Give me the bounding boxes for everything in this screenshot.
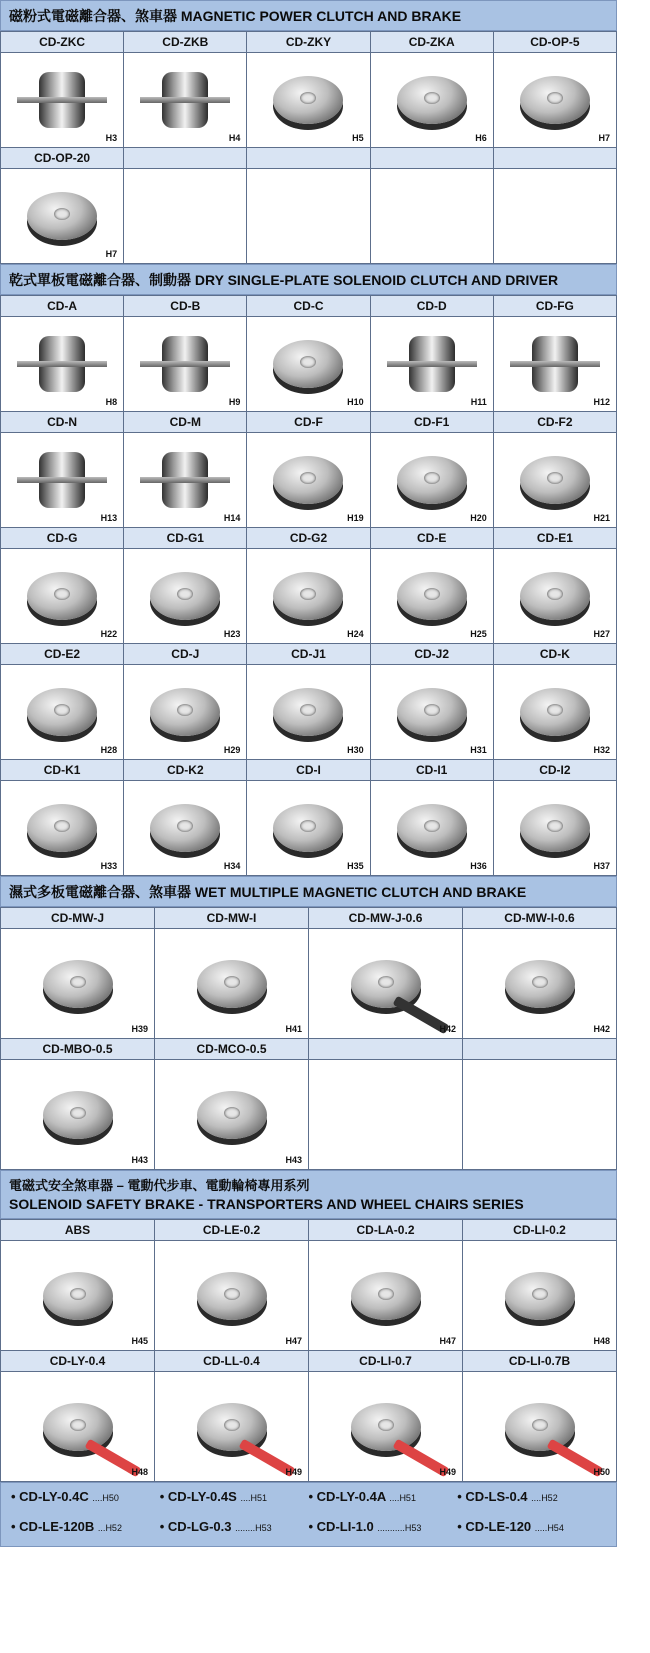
product-cell[interactable] bbox=[124, 412, 247, 528]
product-cell[interactable] bbox=[494, 644, 617, 760]
bullet-icon: • bbox=[159, 1518, 168, 1534]
empty-cell bbox=[371, 148, 494, 264]
model-name: CD-LG-0.3 bbox=[167, 1518, 232, 1534]
product-name: CD-J1 bbox=[247, 644, 369, 665]
model-name: CD-LY-0.4C bbox=[19, 1489, 89, 1504]
product-cell[interactable] bbox=[494, 760, 617, 876]
page-ref: H22 bbox=[100, 629, 118, 639]
product-photo bbox=[505, 1403, 575, 1451]
page-ref: H28 bbox=[100, 745, 118, 755]
model-name: CD-LE-120 bbox=[465, 1518, 532, 1534]
page-ref: H14 bbox=[223, 513, 241, 523]
product-photo bbox=[520, 572, 590, 620]
product-name: CD-ZKY bbox=[247, 32, 369, 53]
model-name: CD-LE-120B bbox=[19, 1518, 95, 1534]
model-list-item bbox=[309, 1519, 458, 1541]
page-ref: H5 bbox=[352, 133, 364, 143]
product-name: CD-G bbox=[1, 528, 123, 549]
page-ref: H34 bbox=[223, 861, 241, 871]
product-name: CD-E1 bbox=[494, 528, 616, 549]
product-cell[interactable] bbox=[247, 32, 370, 148]
product-photo bbox=[150, 688, 220, 736]
section-header-safety-brake bbox=[0, 1170, 617, 1219]
product-name: CD-LI-0.2 bbox=[463, 1220, 616, 1241]
product-photo bbox=[43, 1091, 113, 1139]
product-name: CD-OP-5 bbox=[494, 32, 616, 53]
product-name: CD-F1 bbox=[371, 412, 493, 433]
product-name: CD-MW-J bbox=[1, 908, 154, 929]
product-cell[interactable] bbox=[124, 32, 247, 148]
page-ref: H50 bbox=[102, 1493, 119, 1503]
section-header-line-chinese: 電磁式安全煞車器 – 電動代步車、電動輪椅專用系列 bbox=[9, 1178, 310, 1193]
product-name: CD-F2 bbox=[494, 412, 616, 433]
page-ref: H35 bbox=[347, 861, 364, 871]
product-cell[interactable] bbox=[247, 528, 370, 644]
page-ref: H51 bbox=[250, 1493, 267, 1503]
product-name: CD-MCO-0.5 bbox=[155, 1039, 308, 1060]
product-name: CD-K2 bbox=[124, 760, 246, 781]
product-cell[interactable] bbox=[309, 908, 463, 1039]
product-photo bbox=[351, 960, 421, 1008]
product-cell[interactable] bbox=[371, 760, 494, 876]
product-name: CD-E2 bbox=[1, 644, 123, 665]
product-photo bbox=[273, 804, 343, 852]
page-ref: H20 bbox=[470, 513, 487, 523]
product-cell[interactable] bbox=[155, 1220, 309, 1351]
empty-cell bbox=[309, 1039, 463, 1170]
product-photo bbox=[197, 1272, 267, 1320]
product-name: CD-LY-0.4 bbox=[1, 1351, 154, 1372]
product-cell[interactable] bbox=[371, 528, 494, 644]
product-photo bbox=[43, 1272, 113, 1320]
product-photo bbox=[520, 804, 590, 852]
page-ref: H42 bbox=[439, 1024, 456, 1034]
product-cell[interactable] bbox=[1, 32, 124, 148]
leader-dots: .... bbox=[240, 1493, 251, 1503]
product-cell[interactable] bbox=[155, 908, 309, 1039]
product-cell[interactable] bbox=[124, 760, 247, 876]
page-ref: H25 bbox=[470, 629, 487, 639]
product-cell[interactable] bbox=[371, 32, 494, 148]
product-photo bbox=[520, 456, 590, 504]
model-list-item bbox=[160, 1489, 309, 1511]
product-name: CD-I bbox=[247, 760, 369, 781]
model-list-item bbox=[457, 1519, 606, 1541]
page-ref: H48 bbox=[131, 1467, 148, 1477]
page-ref: H7 bbox=[598, 133, 610, 143]
page-ref: H33 bbox=[100, 861, 118, 871]
product-photo bbox=[162, 72, 208, 128]
product-photo bbox=[150, 572, 220, 620]
product-photo bbox=[162, 452, 208, 508]
product-grid-dry-single-plate bbox=[0, 295, 617, 876]
bullet-icon: • bbox=[11, 1518, 20, 1534]
model-name: CD-LY-0.4S bbox=[167, 1489, 237, 1504]
page-ref: H27 bbox=[593, 629, 610, 639]
page-ref: H31 bbox=[470, 745, 487, 755]
leader-dots: ........... bbox=[377, 1522, 405, 1533]
leader-dots: ..... bbox=[534, 1522, 548, 1533]
product-cell[interactable] bbox=[1, 1039, 155, 1170]
model-name: CD-LS-0.4 bbox=[465, 1489, 528, 1504]
product-grid-magnetic-power bbox=[0, 31, 617, 264]
product-name: CD-MW-J-0.6 bbox=[309, 908, 462, 929]
page-ref: H21 bbox=[593, 513, 610, 523]
product-photo bbox=[273, 340, 343, 388]
page-ref: H36 bbox=[470, 861, 487, 871]
product-name: CD-ZKB bbox=[124, 32, 246, 53]
section-header-line-english: SOLENOID SAFETY BRAKE - TRANSPORTERS AND WHEEL CHAIRS SERIES bbox=[9, 1196, 524, 1212]
page-ref: H19 bbox=[347, 513, 364, 523]
product-cell[interactable] bbox=[124, 296, 247, 412]
page-ref: H10 bbox=[347, 397, 364, 407]
page-ref: H23 bbox=[223, 629, 241, 639]
page-ref: H47 bbox=[285, 1336, 302, 1346]
product-photo bbox=[39, 336, 85, 392]
empty-cell bbox=[124, 148, 247, 264]
product-name: ABS bbox=[1, 1220, 154, 1241]
page-ref: H7 bbox=[105, 249, 118, 259]
product-name: CD-LL-0.4 bbox=[155, 1351, 308, 1372]
product-photo bbox=[273, 76, 343, 124]
product-cell[interactable] bbox=[463, 1220, 617, 1351]
product-cell[interactable] bbox=[1, 412, 124, 528]
product-name: CD-J2 bbox=[371, 644, 493, 665]
product-grid-wet-multiple bbox=[0, 907, 617, 1170]
product-name: CD-G2 bbox=[247, 528, 369, 549]
product-name: CD-K bbox=[494, 644, 616, 665]
product-name: CD-MW-I bbox=[155, 908, 308, 929]
leader-dots: ... bbox=[97, 1522, 106, 1533]
page-ref: H53 bbox=[404, 1522, 422, 1533]
product-cell[interactable] bbox=[494, 296, 617, 412]
page-ref: H13 bbox=[100, 513, 118, 523]
product-cell[interactable] bbox=[309, 1220, 463, 1351]
product-cell[interactable] bbox=[309, 1351, 463, 1482]
product-photo bbox=[520, 76, 590, 124]
page-ref: H51 bbox=[399, 1493, 416, 1503]
model-list-item bbox=[309, 1489, 458, 1511]
leader-dots: .... bbox=[531, 1493, 542, 1503]
section-header-dry-single-plate: 乾式單板電磁離合器、制動器 DRY SINGLE-PLATE SOLENOID CLUTCH AND DRIVER bbox=[0, 264, 617, 295]
product-name: CD-N bbox=[1, 412, 123, 433]
product-cell[interactable] bbox=[1, 148, 124, 264]
empty-cell bbox=[247, 148, 370, 264]
product-name: CD-K1 bbox=[1, 760, 123, 781]
page-ref: H52 bbox=[105, 1522, 122, 1533]
product-photo bbox=[197, 960, 267, 1008]
model-list-item bbox=[11, 1489, 160, 1511]
product-photo bbox=[27, 572, 97, 620]
product-name: CD-ZKC bbox=[1, 32, 123, 53]
product-name: CD-MBO-0.5 bbox=[1, 1039, 154, 1060]
page-ref: H24 bbox=[347, 629, 364, 639]
product-name: CD-A bbox=[1, 296, 123, 317]
page-ref: H49 bbox=[439, 1467, 456, 1477]
product-photo bbox=[397, 76, 467, 124]
section-header-magnetic-power: 磁粉式電磁離合器、煞車器 MAGNETIC POWER CLUTCH AND BRAKE bbox=[0, 0, 617, 31]
product-name: CD-OP-20 bbox=[1, 148, 123, 169]
product-cell[interactable] bbox=[1, 1220, 155, 1351]
bullet-icon: • bbox=[11, 1489, 20, 1504]
product-cell[interactable] bbox=[1, 644, 124, 760]
product-name: CD-M bbox=[124, 412, 246, 433]
bullet-icon: • bbox=[159, 1489, 168, 1504]
bullet-icon: • bbox=[308, 1518, 317, 1534]
bullet-icon: • bbox=[308, 1489, 317, 1504]
product-photo bbox=[397, 572, 467, 620]
product-name: CD-LA-0.2 bbox=[309, 1220, 462, 1241]
product-cell[interactable] bbox=[155, 1351, 309, 1482]
page-ref: H43 bbox=[285, 1155, 302, 1165]
product-cell[interactable] bbox=[1, 296, 124, 412]
product-photo bbox=[43, 960, 113, 1008]
product-photo bbox=[197, 1403, 267, 1451]
product-cell[interactable] bbox=[494, 528, 617, 644]
product-name: CD-ZKA bbox=[371, 32, 493, 53]
leader-dots: .... bbox=[92, 1493, 103, 1503]
product-photo bbox=[397, 804, 467, 852]
product-photo bbox=[532, 336, 578, 392]
product-photo bbox=[39, 452, 85, 508]
page-ref: H43 bbox=[131, 1155, 148, 1165]
product-photo bbox=[409, 336, 455, 392]
product-name: CD-E bbox=[371, 528, 493, 549]
product-photo bbox=[27, 688, 97, 736]
product-photo bbox=[27, 804, 97, 852]
product-name: CD-F bbox=[247, 412, 369, 433]
empty-cell bbox=[463, 1039, 617, 1170]
product-cell[interactable] bbox=[1, 908, 155, 1039]
product-photo bbox=[273, 572, 343, 620]
product-name: CD-LI-0.7 bbox=[309, 1351, 462, 1372]
product-photo bbox=[505, 960, 575, 1008]
bullet-icon: • bbox=[457, 1489, 466, 1504]
page-ref: H11 bbox=[470, 397, 487, 407]
product-photo bbox=[351, 1272, 421, 1320]
section-header-wet-multiple: 濕式多板電磁離合器、煞車器 WET MULTIPLE MAGNETIC CLUTCH AND BRAKE bbox=[0, 876, 617, 907]
page-ref: H32 bbox=[593, 745, 610, 755]
product-name: CD-LI-0.7B bbox=[463, 1351, 616, 1372]
page-ref: H37 bbox=[593, 861, 610, 871]
product-cell[interactable] bbox=[1, 1351, 155, 1482]
product-photo bbox=[273, 456, 343, 504]
empty-cell bbox=[494, 148, 617, 264]
product-name: CD-C bbox=[247, 296, 369, 317]
product-name: CD-G1 bbox=[124, 528, 246, 549]
product-cell[interactable] bbox=[124, 644, 247, 760]
product-photo bbox=[39, 72, 85, 128]
product-cell[interactable] bbox=[371, 296, 494, 412]
product-cell[interactable] bbox=[371, 412, 494, 528]
product-cell[interactable] bbox=[247, 644, 370, 760]
product-photo bbox=[273, 688, 343, 736]
product-cell[interactable] bbox=[494, 412, 617, 528]
model-list-item bbox=[160, 1519, 309, 1541]
product-name: CD-B bbox=[124, 296, 246, 317]
product-photo bbox=[397, 456, 467, 504]
product-photo bbox=[162, 336, 208, 392]
page-ref: H9 bbox=[228, 397, 241, 407]
page-ref: H42 bbox=[593, 1024, 610, 1034]
leader-dots: ........ bbox=[235, 1522, 256, 1533]
bullet-icon: • bbox=[457, 1518, 466, 1534]
model-name: CD-LY-0.4A bbox=[316, 1489, 386, 1504]
product-name: CD-J bbox=[124, 644, 246, 665]
product-cell[interactable] bbox=[1, 760, 124, 876]
product-cell[interactable] bbox=[247, 760, 370, 876]
model-list-item bbox=[11, 1519, 160, 1541]
page-ref: H53 bbox=[255, 1522, 272, 1533]
page-ref: H49 bbox=[285, 1467, 302, 1477]
page-ref: H45 bbox=[131, 1336, 148, 1346]
product-photo bbox=[397, 688, 467, 736]
page-ref: H50 bbox=[593, 1467, 610, 1477]
product-cell[interactable] bbox=[463, 908, 617, 1039]
product-cell[interactable] bbox=[1, 528, 124, 644]
product-photo bbox=[520, 688, 590, 736]
product-cell[interactable] bbox=[463, 1351, 617, 1482]
product-photo bbox=[351, 1403, 421, 1451]
product-cell[interactable] bbox=[155, 1039, 309, 1170]
page-ref: H54 bbox=[547, 1522, 564, 1533]
page-ref: H29 bbox=[223, 745, 241, 755]
product-name: CD-D bbox=[371, 296, 493, 317]
page-ref: H8 bbox=[105, 397, 118, 407]
product-cell[interactable] bbox=[247, 296, 370, 412]
model-name: CD-LI-1.0 bbox=[316, 1518, 374, 1534]
product-name: CD-I1 bbox=[371, 760, 493, 781]
product-cell[interactable] bbox=[371, 644, 494, 760]
page-ref: H30 bbox=[347, 745, 364, 755]
page-ref: H48 bbox=[593, 1336, 610, 1346]
product-name: CD-MW-I-0.6 bbox=[463, 908, 616, 929]
product-name: CD-FG bbox=[494, 296, 616, 317]
page-ref: H52 bbox=[541, 1493, 558, 1503]
product-photo bbox=[505, 1272, 575, 1320]
product-name: CD-I2 bbox=[494, 760, 616, 781]
product-grid-safety-brake bbox=[0, 1219, 617, 1482]
product-photo bbox=[43, 1403, 113, 1451]
product-name: CD-LE-0.2 bbox=[155, 1220, 308, 1241]
page-ref: H4 bbox=[228, 133, 241, 143]
model-list-item bbox=[457, 1489, 606, 1511]
product-cell[interactable] bbox=[494, 32, 617, 148]
leader-dots: .... bbox=[389, 1493, 400, 1503]
additional-models-list bbox=[0, 1482, 617, 1547]
page-ref: H41 bbox=[285, 1024, 302, 1034]
page-ref: H6 bbox=[475, 133, 487, 143]
page-ref: H39 bbox=[131, 1024, 148, 1034]
product-photo bbox=[150, 804, 220, 852]
product-cell[interactable] bbox=[124, 528, 247, 644]
page-ref: H47 bbox=[439, 1336, 456, 1346]
product-photo bbox=[27, 192, 97, 240]
product-photo bbox=[197, 1091, 267, 1139]
product-cell[interactable] bbox=[247, 412, 370, 528]
page-ref: H3 bbox=[105, 133, 118, 143]
page-ref: H12 bbox=[593, 397, 610, 407]
